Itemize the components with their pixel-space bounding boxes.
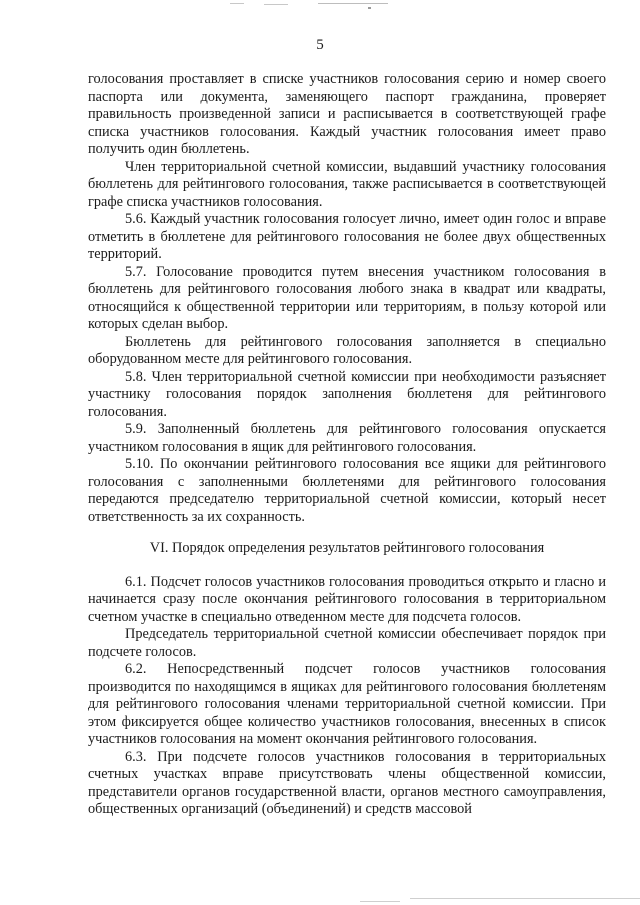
paragraph: 5.9. Заполненный бюллетень для рейтингового голосования опускается участником голосования в ящик для рейтингового голосования. xyxy=(88,421,606,455)
paragraph: 6.2. Непосредственный подсчет голосов участников голосования производится по находящимся в ящиках для рейтингового голосования бюллетеням для рейтингового голосования членами территориальной счетной комиссии. При этом фиксируется общее количество участников голосования, внесенных в список участников голосования на момент окончания рейтингового голосования. xyxy=(88,661,606,747)
paragraph: 5.10. По окончании рейтингового голосования все ящики для рейтингового голосования с заполненными бюллетенями для рейтингового голосования передаются председателю территориальной счетной комиссии, который несет ответственность за их сохранность. xyxy=(88,456,606,525)
paragraph: 5.7. Голосование проводится путем внесения участником голосования в бюллетень для рейтингового голосования любого знака в квадрат или квадраты, относящийся к общественной территории или территориям, в пользу которой или которых сделан выбор. xyxy=(88,263,606,332)
scan-artifact xyxy=(410,898,640,899)
paragraph: Председатель территориальной счетной комиссии обеспечивает порядок при подсчете голосов. xyxy=(88,626,606,660)
paragraph: 6.1. Подсчет голосов участников голосования проводиться открыто и гласно и начинается сразу после окончания рейтингового голосования в территориальном счетном участке в специально отведенном месте для подсчета голосов. xyxy=(88,573,606,625)
document-body xyxy=(88,71,606,819)
paragraph: Бюллетень для рейтингового голосования заполняется в специально оборудованном месте для рейтингового голосования. xyxy=(88,333,606,367)
paragraph: Член территориальной счетной комиссии, выдавший участнику голосования бюллетень для рейтингового голосования, также расписывается в соответствующей графе списка участников голосования. xyxy=(88,158,606,210)
paragraph: 5.8. Член территориальной счетной комиссии при необходимости разъясняет участнику голосования порядок заполнения бюллетеня для рейтингового голосования. xyxy=(88,368,606,420)
paragraph: 6.3. При подсчете голосов участников голосования в территориальных счетных участках вправе присутствовать члены общественной комиссии, представители органов государственной власти, органов местного самоуправления, общественных организаций (объединений) и средств массовой xyxy=(88,748,606,817)
scan-artifact xyxy=(230,3,244,4)
scan-artifact xyxy=(318,3,388,4)
section-heading: VI. Порядок определения результатов рейтингового голосования xyxy=(149,540,545,556)
scan-artifact xyxy=(360,901,400,902)
paragraph: голосования проставляет в списке участников голосования серию и номер своего паспорта или документа, заменяющего паспорт гражданина, проверяет правильность произведенной записи и расписывается в соответствующей графе списка участников голосования. Каждый участник голосования имеет право получить один бюллетень. xyxy=(88,71,606,157)
paragraph: 5.6. Каждый участник голосования голосует лично, имеет один голос и вправе отметить в бюллетене для рейтингового голосования не более двух общественных территорий. xyxy=(88,211,606,262)
page-number: 5 xyxy=(316,37,324,53)
scan-artifact xyxy=(264,4,288,5)
scan-artifact xyxy=(368,7,371,9)
